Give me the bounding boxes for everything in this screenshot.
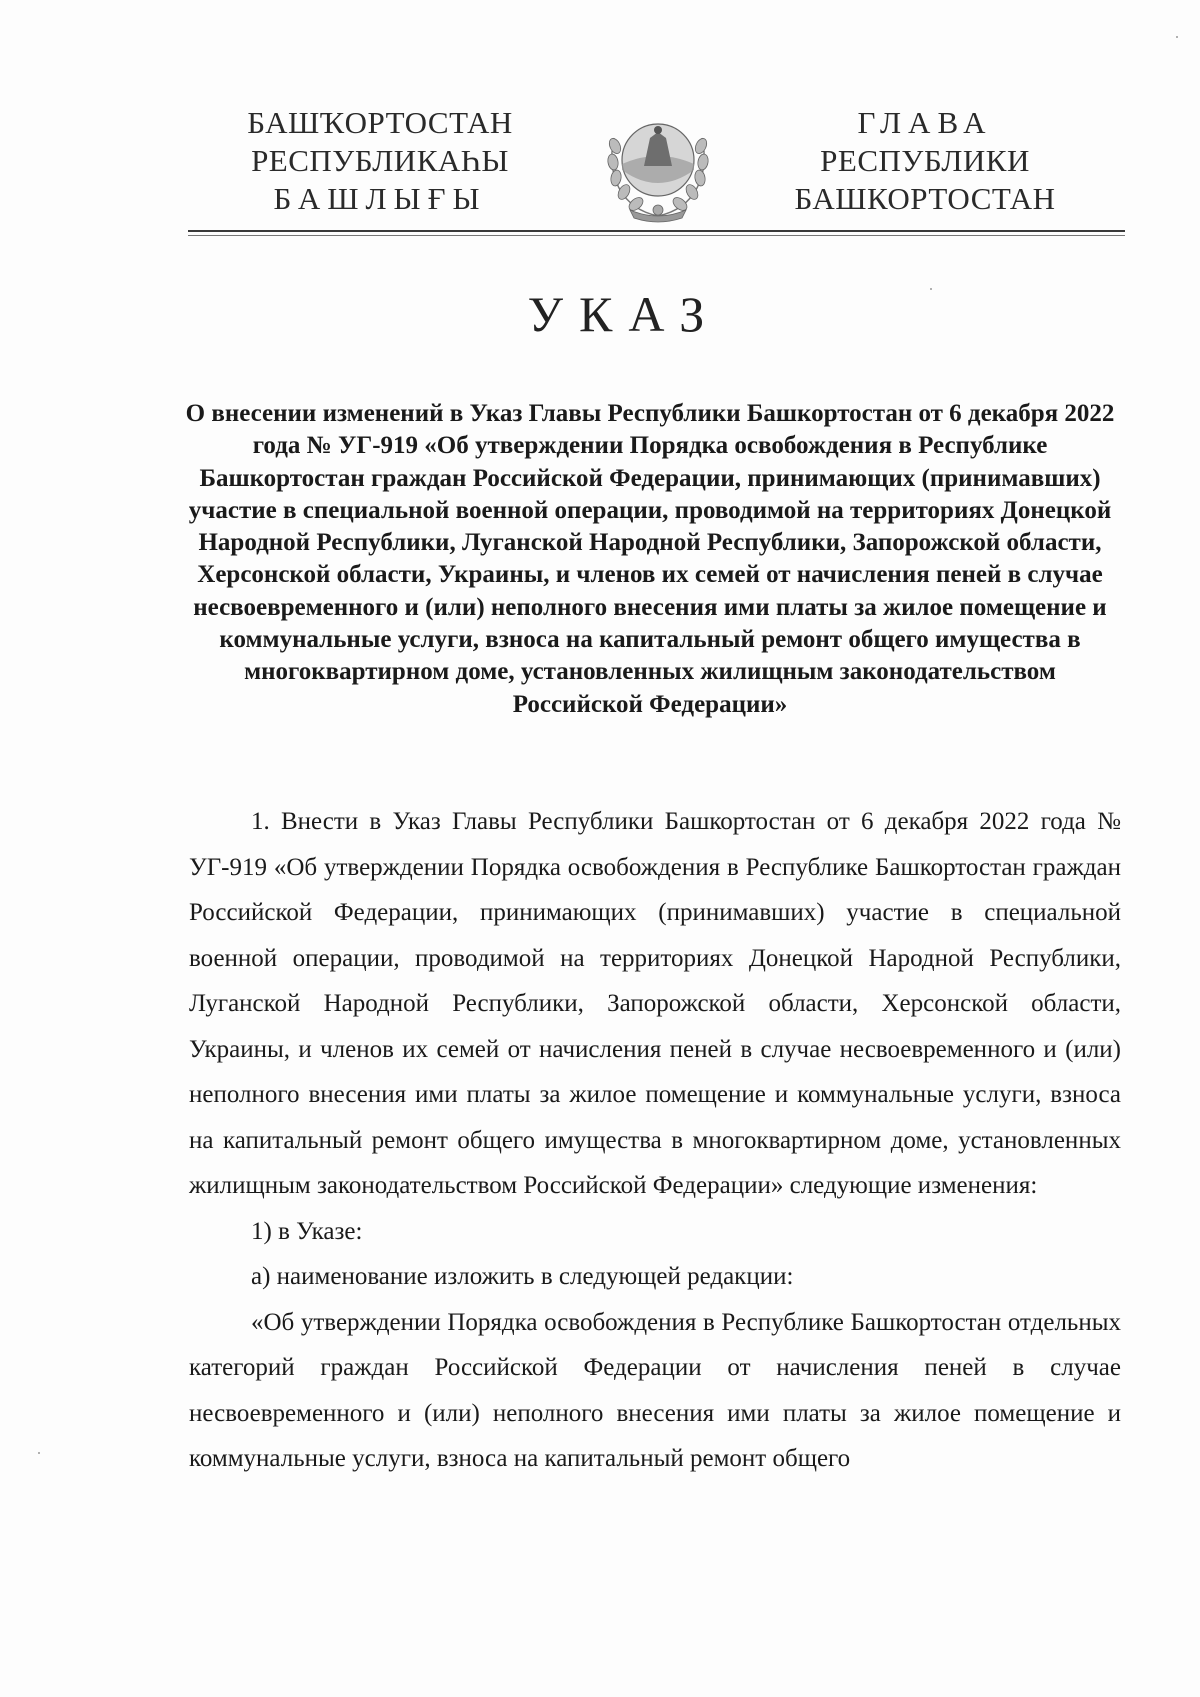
letterhead-bashkir-title bbox=[230, 104, 530, 218]
coat-of-arms-icon bbox=[600, 104, 716, 226]
decree-subject-heading: О внесении изменений в Указ Главы Республики Башкортостан от 6 декабря 2022 года № УГ-919 «Об утверждении Порядка освобождения в Республике Башкортостан граждан Российской Федерации, принимающих (принимавших) участие в специальной военной операции, проводимой на территориях Донецкой Народной Республики, Луганской Народной Республики, Запорожской области, Херсонской области, Украины, и членов их семей от начисления пеней в случае несвоевременного и (или) неполного внесения ими платы за жилое помещение и коммунальные услуги, взноса на капитальный ремонт общего имущества в многоквартирном доме, установленных жилищным законодательством Российской Федерации» bbox=[185, 400, 1115, 718]
scan-speck bbox=[930, 288, 932, 290]
letterhead-right-line-2: РЕСПУБЛИКИ bbox=[820, 143, 1030, 178]
letterhead-right-line-1: ГЛАВА bbox=[857, 105, 993, 140]
letterhead-left-line-3: БАШЛЫҒЫ bbox=[273, 181, 487, 216]
scan-speck bbox=[38, 1452, 40, 1454]
letterhead bbox=[0, 104, 1200, 234]
letterhead-divider bbox=[188, 230, 1125, 232]
body-paragraph: 1. Внести в Указ Главы Республики Башкортостан от 6 декабря 2022 года № УГ-919 «Об утверждении Порядка освобождения в Республике Башкортостан граждан Российской Федерации, принимающих (принимавших) участие в специальной военной операции, проводимой на территориях Донецкой Народной Республики, Луганской Народной Республики, Запорожской области, Херсонской области, Украины, и членов их семей от начисления пеней в случае несвоевременного и (или) неполного внесения ими платы за жилое помещение и коммунальные услуги, взноса на капитальный ремонт общего имущества в многоквартирном доме, установленных жилищным законодательством Российской Федерации» следующие изменения: bbox=[189, 808, 1121, 1199]
body-paragraph: а) наименование изложить в следующей редакции: bbox=[251, 1263, 794, 1290]
decree-type-title: УКАЗ bbox=[527, 286, 721, 342]
letterhead-left-line-1: БАШҠОРТОСТАН bbox=[247, 105, 513, 140]
decree-body bbox=[189, 799, 1121, 1482]
body-paragraph: 1) в Указе: bbox=[251, 1217, 363, 1245]
letterhead-right-line-3: БАШКОРТОСТАН bbox=[794, 181, 1056, 216]
scan-speck bbox=[1176, 36, 1178, 38]
letterhead-russian-title bbox=[775, 104, 1075, 218]
body-paragraph: «Об утверждении Порядка освобождения в Республике Башкортостан отдельных категорий граждан Российской Федерации от начисления пеней в случае несвоевременного и (или) неполного внесения ими платы за жилое помещение и коммунальные услуги, взноса на капитальный ремонт общего bbox=[189, 1308, 1121, 1472]
letterhead-divider-thin bbox=[188, 235, 1125, 236]
letterhead-left-line-2: РЕСПУБЛИКАҺЫ bbox=[251, 143, 509, 178]
